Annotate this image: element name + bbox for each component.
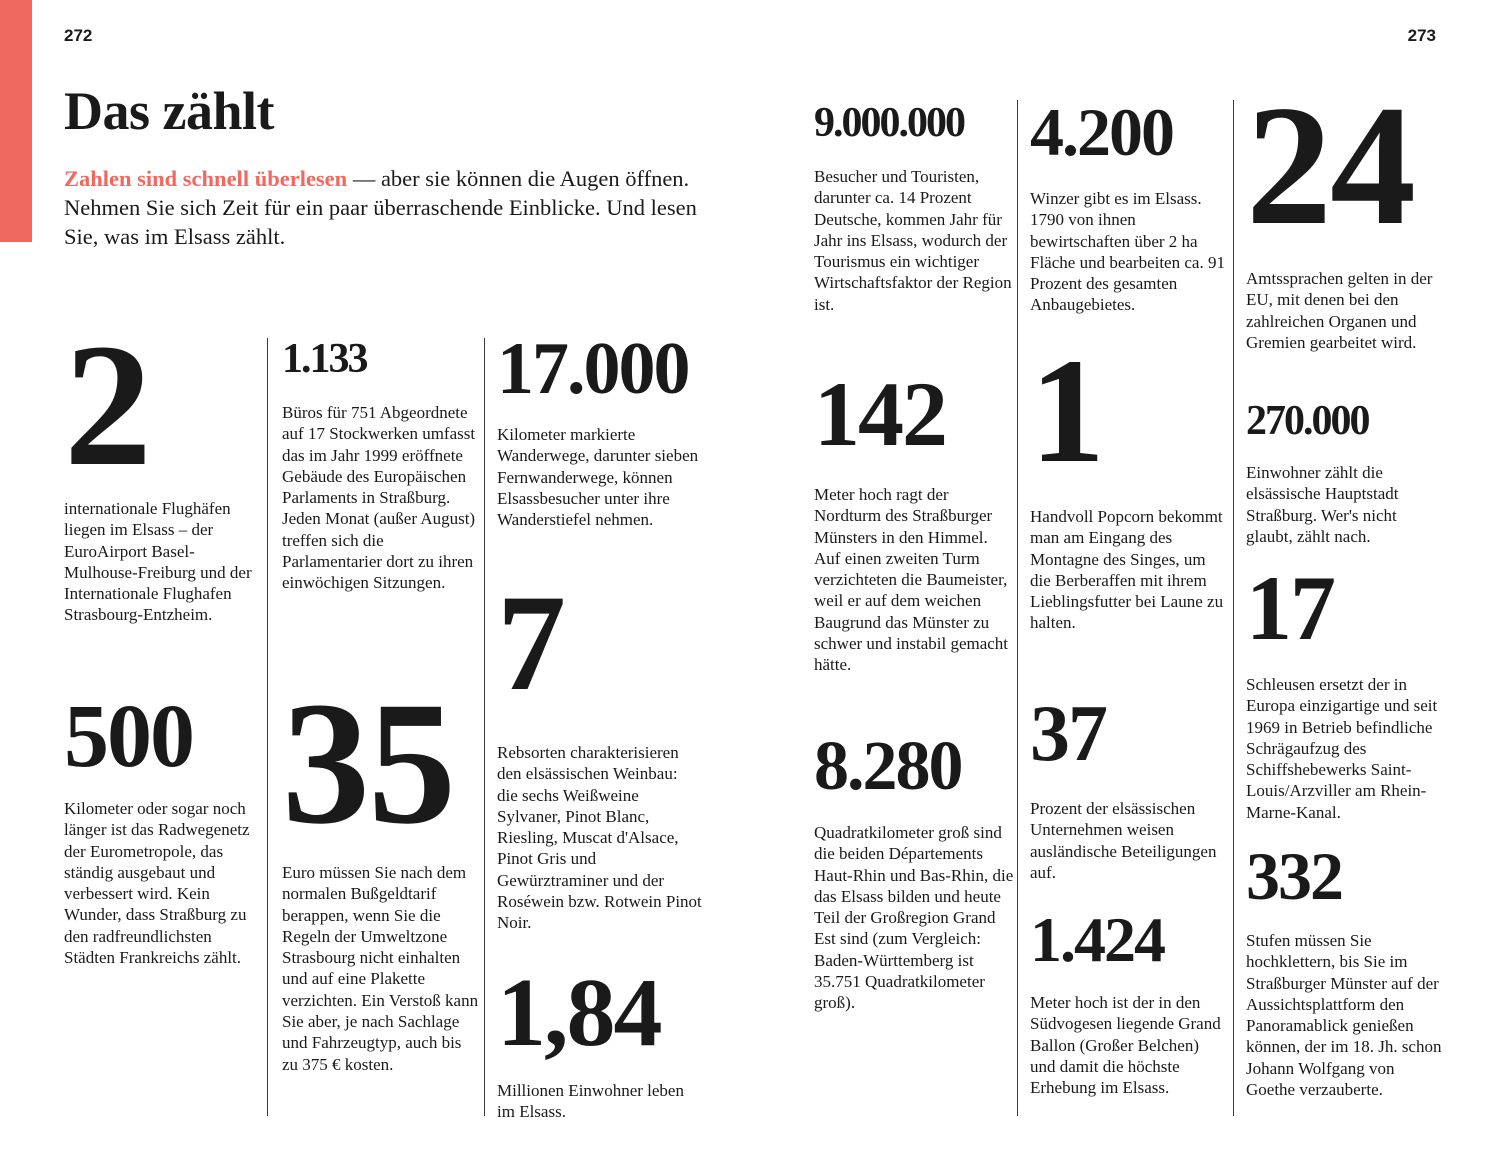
- fact-2: [64, 308, 262, 626]
- fact-number: 142: [814, 363, 946, 465]
- fact-4200: [1030, 94, 1228, 316]
- fact-number: 1: [1030, 328, 1103, 494]
- fact-text: Einwohner zählt die elsässische Hauptstadt Straßburg. Wer's nicht glaubt, zählt nach.: [1246, 463, 1399, 546]
- fact-text: Quadratkilometer groß sind die beiden Départements Haut-Rhin und Bas-Rhin, die das Elsass bilden und heute Teil der Großregion Grand Est sind (zum Vergleich: Baden-Württemberg ist 35.751 Quadratkilometer groß).: [814, 823, 1014, 1013]
- fact-number: 1,84: [497, 959, 661, 1067]
- fact-number: 37: [1030, 690, 1106, 778]
- fact-9000000: [814, 102, 1014, 315]
- fact-1-84: [497, 959, 702, 1123]
- fact-text: Winzer gibt es im Elsass. 1790 von ihnen bewirtschaften über 2 ha Fläche und bearbeiten ca. 91 Prozent des gesamten Anbaugebietes.: [1030, 189, 1225, 315]
- fact-text: Prozent der elsässischen Unternehmen weisen ausländische Beteiligungen auf.: [1030, 799, 1217, 882]
- fact-number: 35: [282, 666, 454, 861]
- intro-highlight: Zahlen sind schnell überlesen: [64, 166, 348, 191]
- intro-text: [64, 164, 704, 251]
- fact-number: 1.133: [282, 336, 367, 382]
- fact-1424: [1030, 904, 1228, 1098]
- fact-number: 7: [497, 566, 564, 719]
- fact-text: Millionen Einwohner leben im Elsass.: [497, 1081, 684, 1122]
- fact-7: [497, 566, 702, 934]
- fact-8280: [814, 728, 1014, 1014]
- accent-bar: [0, 0, 32, 242]
- fact-text: Amtssprachen gelten in der EU, mit denen bei den zahlreichen Organen und Gremien gearbeitet wird.: [1246, 269, 1433, 352]
- fact-17: [1246, 557, 1446, 823]
- fact-1: [1030, 328, 1228, 634]
- fact-text: Kilometer oder sogar noch länger ist das Radwegenetz der Eurometropole, das ständig ausgebaut und verbessert wird. Kein Wunder, dass Straßburg zu den radfreundlichsten Städten Frankreichs zählt.: [64, 799, 250, 968]
- fact-text: Kilometer markierte Wanderwege, darunter sieben Fernwanderwege, können Elsassbesucher unter ihre Wanderstiefel nehmen.: [497, 425, 699, 530]
- fact-text: Büros für 751 Abgeordnete auf 17 Stockwerken umfasst das im Jahr 1999 eröffnete Gebäude des Europäischen Parlaments in Straßburg. Jeden Monat (außer August) treffen sich die Parlamentarier dort zu ihren einwöchigen Sitzungen.: [282, 403, 476, 593]
- fact-270000: [1246, 400, 1446, 547]
- fact-number: 500: [64, 687, 193, 786]
- fact-text: Meter hoch ragt der Nordturm des Straßburger Münsters in den Himmel. Auf einen zweiten Turm verzichteten die Baumeister, weil er auf dem weichen Baugrund das Münster zu schwer und instabil gemacht hätte.: [814, 485, 1009, 675]
- fact-number: 4.200: [1030, 94, 1173, 170]
- fact-text: Rebsorten charakterisieren den elsässischen Weinbau: die sechs Weißweine Sylvaner, Pinot Blanc, Riesling, Muscat d'Alsace, Pinot Gris und Gewürztraminer und der Roséwein bzw. Rotwein Pinot Noir.: [497, 743, 702, 933]
- fact-number: 8.280: [814, 728, 962, 805]
- fact-number: 1.424: [1030, 904, 1164, 975]
- fact-142: [814, 363, 1014, 676]
- fact-number: 24: [1246, 71, 1414, 261]
- column-divider: [1017, 100, 1018, 1116]
- fact-number: 270.000: [1246, 398, 1369, 444]
- page-title: Das zählt: [64, 81, 274, 141]
- fact-35: [282, 666, 480, 1075]
- fact-text: Meter hoch ist der in den Südvogesen liegende Grand Ballon (Großer Belchen) und damit die höchste Erhebung im Elsass.: [1030, 993, 1221, 1098]
- fact-24: [1246, 71, 1446, 353]
- page-number-right: 273: [1407, 26, 1436, 45]
- fact-number: 332: [1246, 838, 1342, 914]
- column-divider: [267, 338, 268, 1116]
- fact-text: Besucher und Touristen, darunter ca. 14 Prozent Deutsche, kommen Jahr für Jahr ins Elsass, wodurch der Tourismus ein wichtiger Wirtschaftsfaktor der Region ist.: [814, 167, 1012, 314]
- intro-body: — aber sie können die Augen öffnen. Nehmen Sie sich Zeit für ein paar überraschende Einblicke. Und lesen Sie, was im Elsass zählt.: [64, 166, 697, 249]
- fact-1133: [282, 338, 480, 594]
- fact-text: Euro müssen Sie nach dem normalen Bußgeldtarif berappen, wenn Sie die Regeln der Umweltzone Strasbourg nicht einhalten und auf eine Plakette verzichten. Ein Verstoß kann Sie aber, je nach Sachlage und Fahrzeugtyp, auch bis zu 375 € kosten.: [282, 863, 479, 1074]
- fact-text: Stufen müssen Sie hochklettern, bis Sie im Straßburger Münster auf der Aussichtsplattform den Panoramablick genießen können, der im 18. Jh. schon Johann Wolfgang von Goethe verzauberte.: [1246, 931, 1442, 1100]
- fact-text: Handvoll Popcorn bekommt man am Eingang des Montagne des Singes, um die Berberaffen mit ihrem Lieblingsfutter bei Laune zu halten.: [1030, 507, 1224, 633]
- fact-number: 17.000: [497, 328, 689, 410]
- fact-17000: [497, 328, 702, 530]
- column-divider: [1233, 100, 1234, 1116]
- fact-500: [64, 687, 262, 968]
- fact-37: [1030, 690, 1228, 883]
- fact-number: 17: [1246, 557, 1334, 659]
- fact-text: internationale Flughäfen liegen im Elsass – der EuroAirport Basel-Mulhouse-Freiburg und der Internationale Flughafen Strasbourg-Entzheim.: [64, 499, 252, 625]
- page-number-left: 272: [64, 26, 93, 45]
- column-divider: [484, 338, 485, 1116]
- fact-number: 2: [64, 308, 150, 503]
- fact-number: 9.000.000: [814, 100, 964, 146]
- fact-text: Schleusen ersetzt der in Europa einzigartige und seit 1969 in Betrieb befindliche Schrägaufzug des Schiffshebewerks Saint-Louis/Arzviller am Rhein-Marne-Kanal.: [1246, 675, 1438, 822]
- fact-332: [1246, 838, 1446, 1100]
